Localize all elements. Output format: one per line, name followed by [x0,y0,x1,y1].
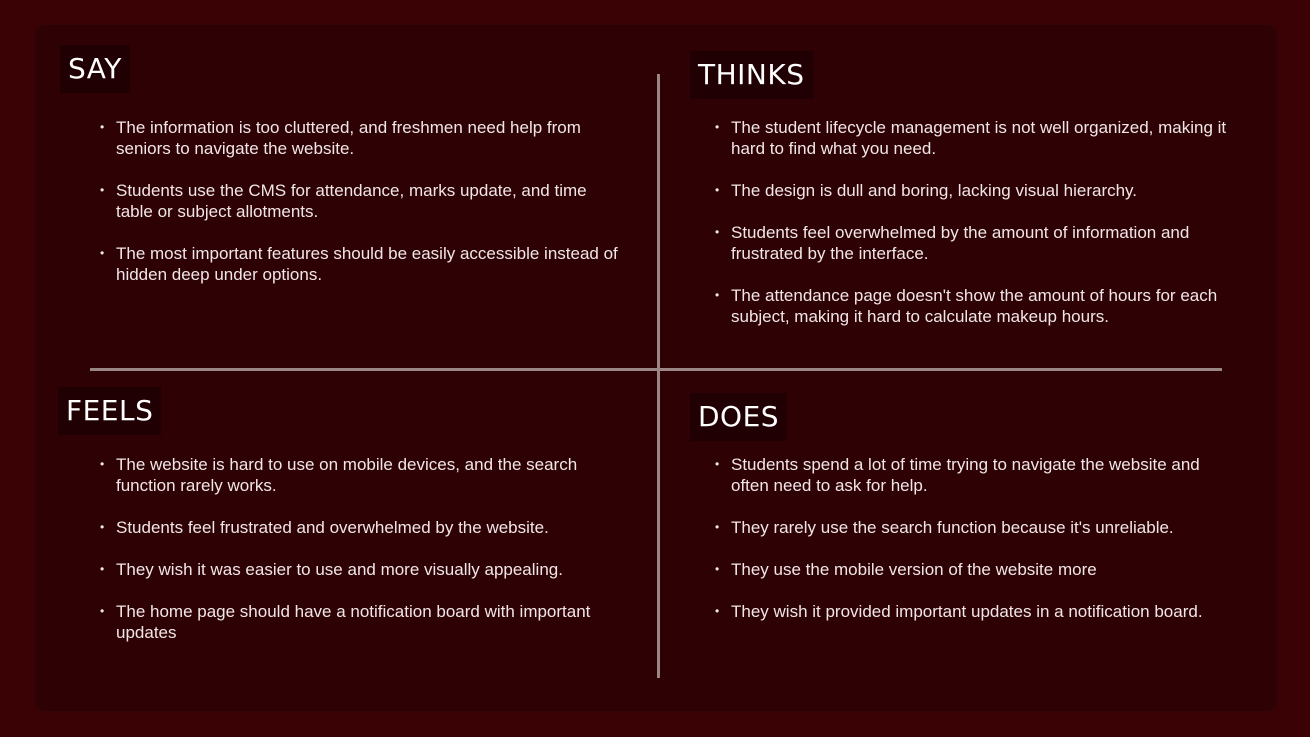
say-title: SAY [60,45,130,93]
say-list-item [100,180,620,222]
thinks-item-text: The student lifecycle management is not well organized, making it hard to find what you need. [731,118,1227,158]
bullet-icon: • [715,562,720,576]
does-item-text: They wish it provided important updates in a notification board. [731,602,1203,621]
bullet-icon: • [715,520,720,534]
feels-list-item [100,559,630,580]
say-item-text: The information is too cluttered, and freshmen need help from seniors to navigate the website. [116,118,581,158]
bullet-icon: • [100,457,105,471]
bullet-icon: • [715,183,720,197]
bullet-icon: • [100,120,105,134]
thinks-list-item [715,117,1235,159]
feels-item-text: The website is hard to use on mobile devices, and the search function rarely works. [116,455,578,495]
thinks-list-item [715,285,1235,327]
bullet-icon: • [715,225,720,239]
feels-item-text: Students feel frustrated and overwhelmed by the website. [116,518,549,537]
say-list-item [100,243,620,285]
does-item-text: They rarely use the search function because it's unreliable. [731,518,1174,537]
does-list-item [715,601,1235,622]
does-item-text: They use the mobile version of the website more [731,560,1097,579]
bullet-icon: • [715,604,720,618]
does-title: DOES [690,393,787,441]
bullet-icon: • [715,288,720,302]
feels-list-item [100,601,630,643]
say-list [100,117,620,306]
thinks-item-text: The attendance page doesn't show the amount of hours for each subject, making it hard to calculate makeup hours. [731,286,1218,326]
does-item-text: Students spend a lot of time trying to navigate the website and often need to ask for help. [731,455,1200,495]
does-list-item [715,517,1235,538]
bullet-icon: • [100,604,105,618]
thinks-item-text: The design is dull and boring, lacking visual hierarchy. [731,181,1138,200]
feels-item-text: They wish it was easier to use and more visually appealing. [116,560,563,579]
bullet-icon: • [100,183,105,197]
feels-title: FEELS [58,387,161,435]
say-item-text: The most important features should be easily accessible instead of hidden deep under options. [116,244,618,284]
bullet-icon: • [715,120,720,134]
say-list-item [100,117,620,159]
horizontal-divider [90,368,1222,371]
bullet-icon: • [100,246,105,260]
feels-list [100,454,630,664]
does-list-item [715,454,1235,496]
thinks-title: THINKS [690,51,813,99]
bullet-icon: • [715,457,720,471]
thinks-item-text: Students feel overwhelmed by the amount of information and frustrated by the interface. [731,223,1190,263]
does-list [715,454,1235,643]
bullet-icon: • [100,520,105,534]
does-list-item [715,559,1235,580]
thinks-list-item [715,222,1235,264]
thinks-list [715,117,1235,348]
thinks-list-item [715,180,1235,201]
feels-list-item [100,517,630,538]
vertical-divider [657,74,660,678]
feels-list-item [100,454,630,496]
feels-item-text: The home page should have a notification board with important updates [116,602,591,642]
say-item-text: Students use the CMS for attendance, marks update, and time table or subject allotments. [116,181,587,221]
bullet-icon: • [100,562,105,576]
